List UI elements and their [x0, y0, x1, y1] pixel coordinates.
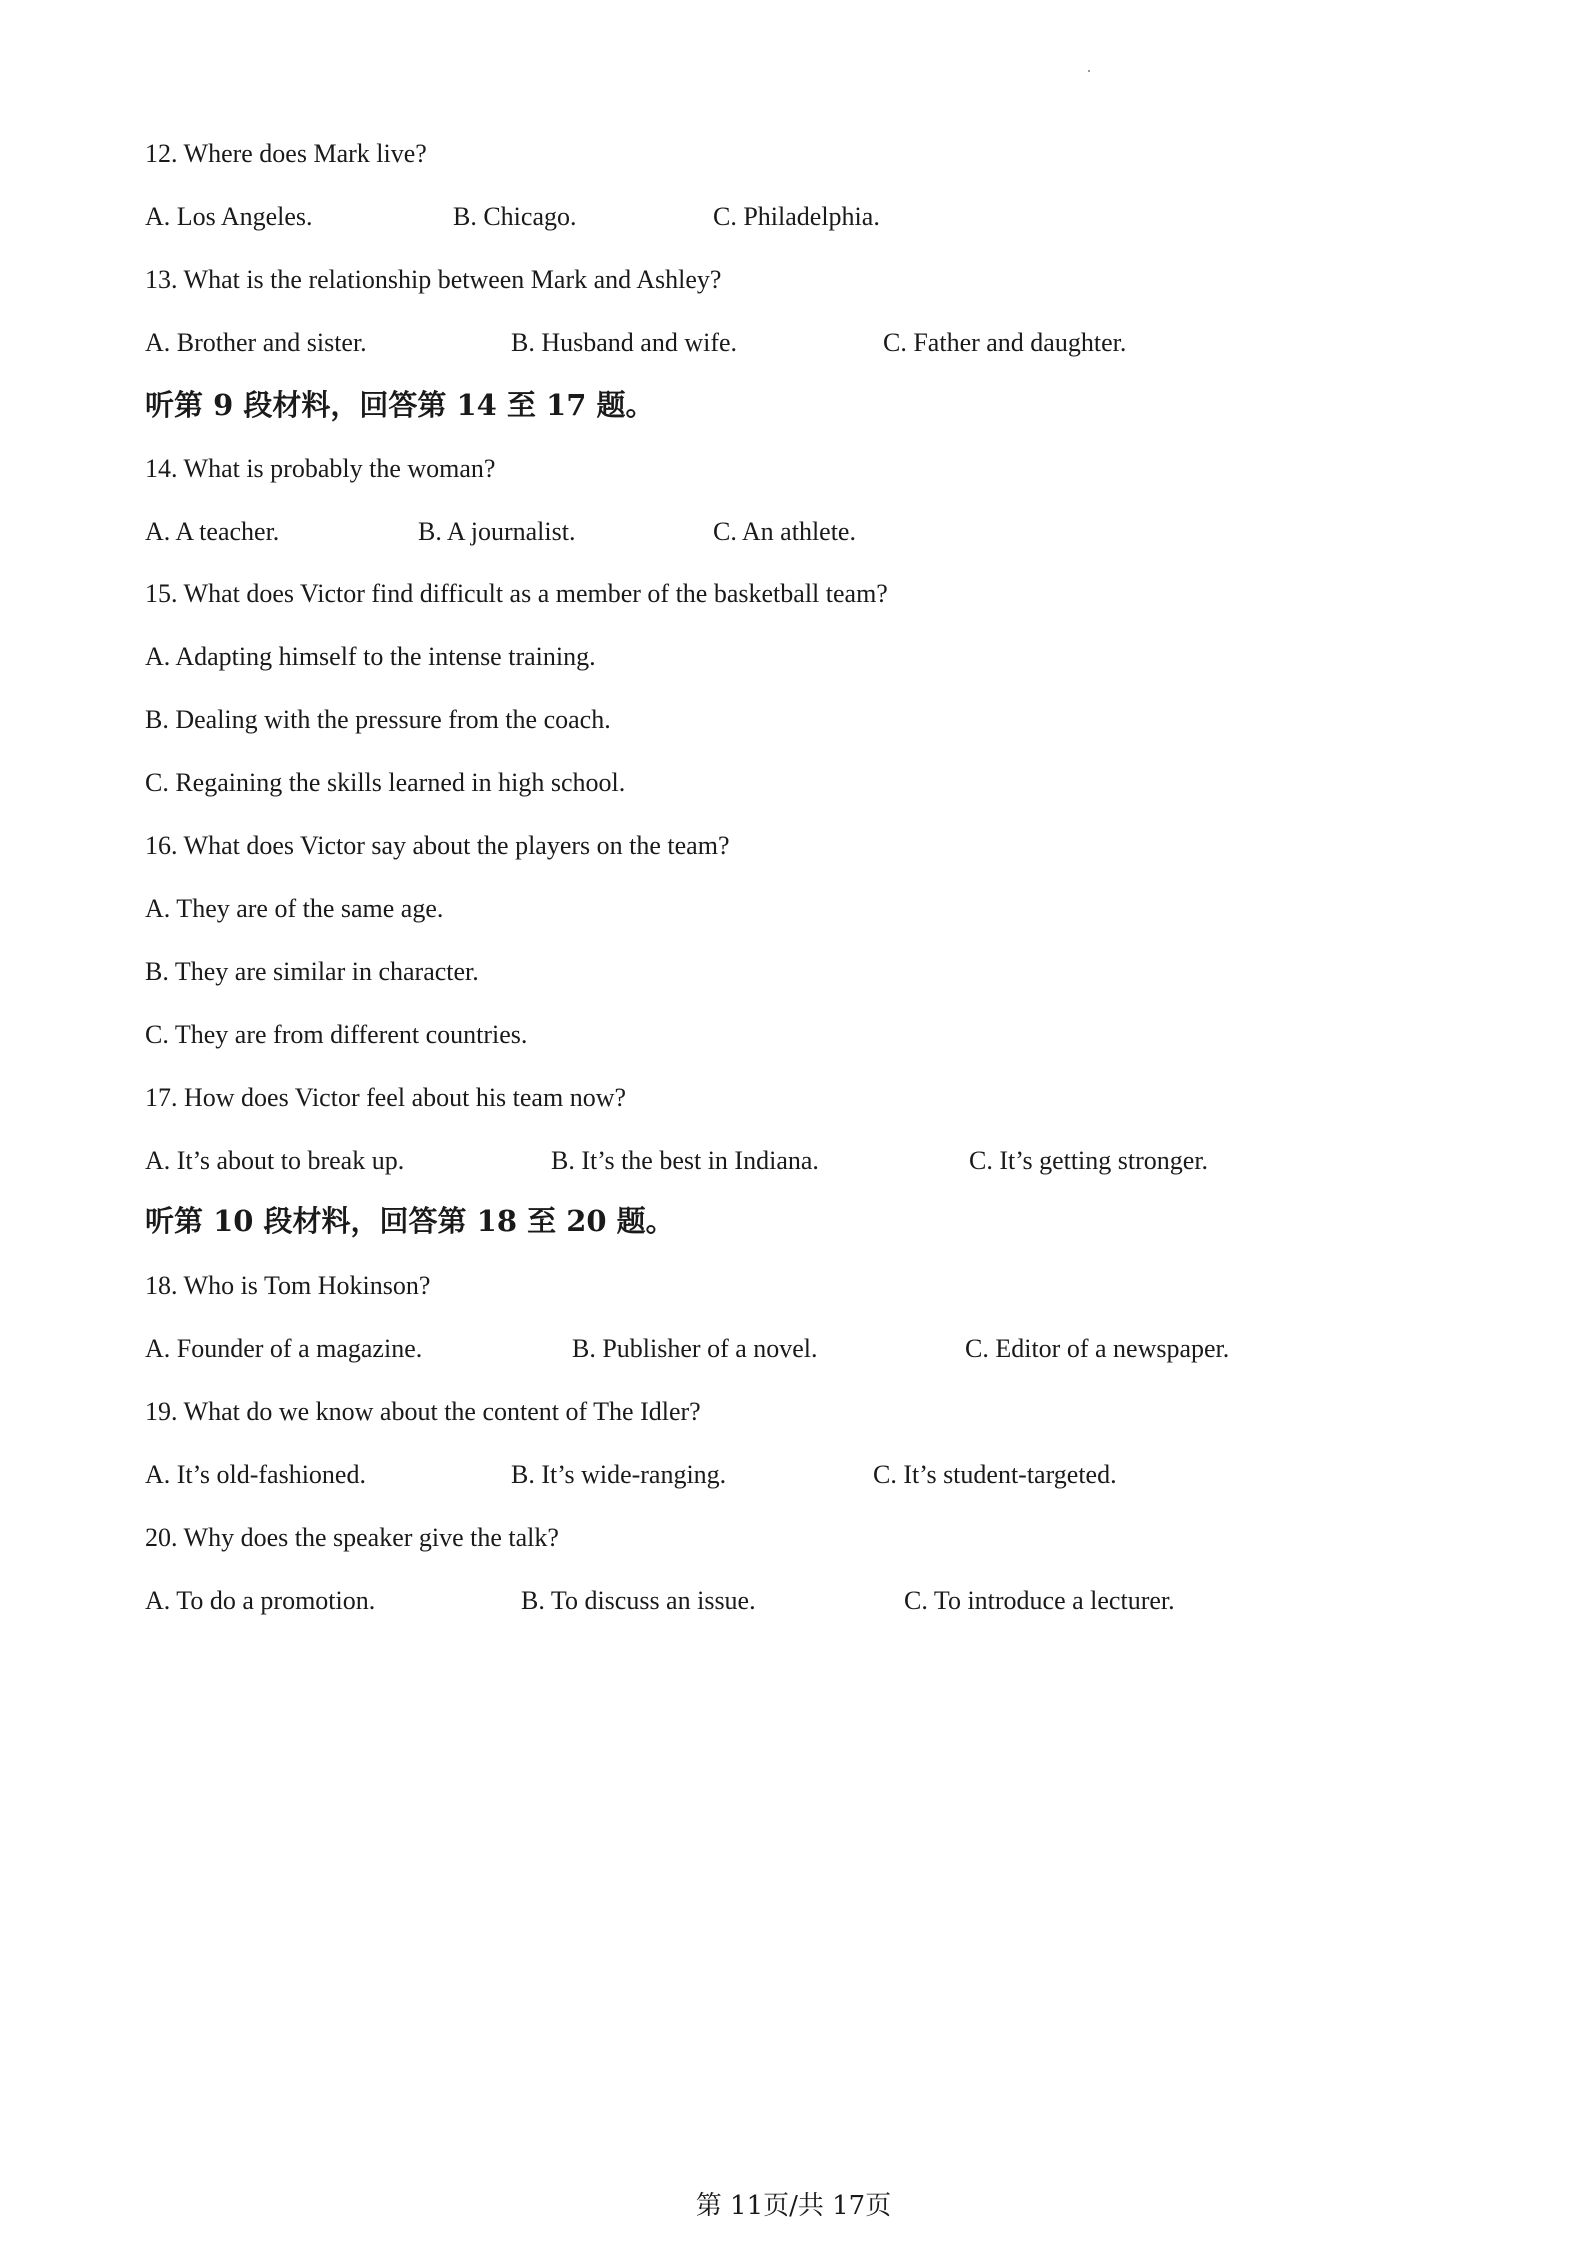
question-16-stem: 16. What does Victor say about the players on the team?: [145, 831, 730, 860]
question-20-option-b: B. To discuss an issue.: [521, 1586, 756, 1615]
question-19-option-a: A. It’s old-fashioned.: [145, 1460, 366, 1489]
question-20-option-c: C. To introduce a lecturer.: [904, 1586, 1175, 1615]
question-17-option-b: B. It’s the best in Indiana.: [551, 1146, 819, 1175]
question-14-option-a: A. A teacher.: [145, 517, 280, 546]
question-15-stem: 15. What does Victor find difficult as a member of the basketball team?: [145, 579, 888, 608]
question-20-option-a: A. To do a promotion.: [145, 1586, 376, 1615]
question-18-stem: 18. Who is Tom Hokinson?: [145, 1271, 431, 1300]
question-19-stem: 19. What do we know about the content of The Idler?: [145, 1397, 701, 1426]
question-13-option-b: B. Husband and wife.: [511, 328, 738, 357]
question-17-stem: 17. How does Victor feel about his team now?: [145, 1083, 627, 1112]
question-13-option-a: A. Brother and sister.: [145, 328, 367, 357]
question-19-option-c: C. It’s student-targeted.: [873, 1460, 1117, 1489]
question-13-option-c: C. Father and daughter.: [883, 328, 1127, 357]
question-14-option-c: C. An athlete.: [713, 517, 856, 546]
question-12-option-a: A. Los Angeles.: [145, 202, 313, 231]
question-17-option-c: C. It’s getting stronger.: [969, 1146, 1209, 1175]
question-14-stem: 14. What is probably the woman?: [145, 454, 496, 483]
question-12-option-b: B. Chicago.: [453, 202, 577, 231]
question-19-option-b: B. It’s wide-ranging.: [511, 1460, 727, 1489]
question-20-stem: 20. Why does the speaker give the talk?: [145, 1523, 559, 1552]
section-9-heading: 听第 9 段材料，回答第 14 至 17 题。: [145, 388, 655, 422]
question-16-option-a: A. They are of the same age.: [145, 894, 444, 923]
question-18-option-a: A. Founder of a magazine.: [145, 1334, 423, 1363]
question-12-stem: 12. Where does Mark live?: [145, 139, 427, 168]
question-12-option-c: C. Philadelphia.: [713, 202, 880, 231]
page-number: 第 11页/共 17页: [695, 2191, 892, 2221]
question-15-option-c: C. Regaining the skills learned in high school.: [145, 768, 626, 797]
question-18-option-b: B. Publisher of a novel.: [572, 1334, 818, 1363]
scan-speck: [1088, 70, 1090, 72]
question-17-option-a: A. It’s about to break up.: [145, 1146, 405, 1175]
question-16-option-c: C. They are from different countries.: [145, 1020, 528, 1049]
question-15-option-b: B. Dealing with the pressure from the coach.: [145, 705, 611, 734]
section-10-heading: 听第 10 段材料，回答第 18 至 20 题。: [145, 1204, 675, 1238]
question-18-option-c: C. Editor of a newspaper.: [965, 1334, 1230, 1363]
question-14-option-b: B. A journalist.: [418, 517, 576, 546]
question-13-stem: 13. What is the relationship between Mark and Ashley?: [145, 265, 722, 294]
question-15-option-a: A. Adapting himself to the intense training.: [145, 642, 596, 671]
question-16-option-b: B. They are similar in character.: [145, 957, 479, 986]
